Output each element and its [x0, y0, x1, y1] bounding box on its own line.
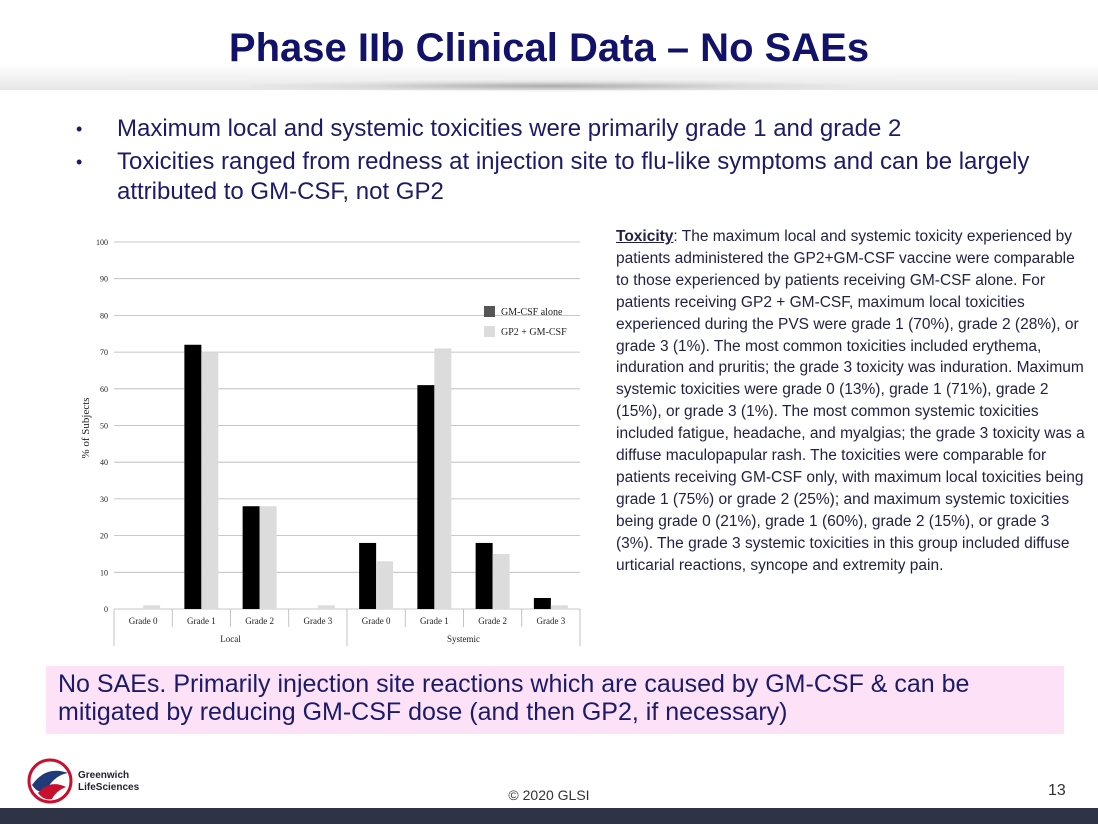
bar: [359, 543, 376, 609]
y-tick-label: 90: [100, 274, 108, 284]
footer-bar: [0, 808, 1098, 824]
x-tick-label: Grade 1: [420, 616, 449, 626]
bar: [551, 605, 568, 609]
x-tick-label: Grade 2: [245, 616, 274, 626]
page-number: 13: [1048, 782, 1066, 799]
bar: [434, 348, 451, 609]
bullet-text: Maximum local and systemic toxicities were primarily grade 1 and grade 2: [117, 115, 902, 142]
bar: [201, 352, 218, 609]
bar: [476, 543, 493, 609]
bullet-item: [76, 114, 1056, 144]
toxicity-body: : The maximum local and systemic toxicity experienced by patients administered the GP2+GM-CSF vaccine were comparable to those experienced by patients receiving GM-CSF alone. For patients receiving GP2 + GM-CSF, maximum local toxicities experienced during the PVS were grade 1 (70%), grade 2 (28%), or grade 3 (1%). The most common toxicities included erythema, induration and pruritis; the grade 3 toxicity was induration. Maximum systemic toxicities were grade 0 (13%), grade 1 (71%), grade 2 (15%), or grade 3 (1%). The most common systemic toxicities included fatigue, headache, and myalgias; the grade 3 toxicity was a diffuse maculopapular rash. The toxicities were comparable for patients receiving GM-CSF only, with maximum local toxicities being grade 1 (75%) or grade 2 (25%); and maximum systemic toxicities being grade 0 (21%), grade 1 (60%), grade 2 (15%), or grade 3 (3%). The grade 3 systemic toxicities in this group included diffuse urticarial reactions, syncope and extremity pain.: [616, 228, 1085, 574]
x-group-label: Systemic: [447, 634, 480, 644]
logo-line-1: Greenwich: [78, 770, 130, 781]
chart-svg: [70, 228, 590, 653]
y-axis-label: % of Subjects: [80, 397, 92, 459]
y-tick-label: 50: [100, 421, 108, 431]
bullet-marker: •: [76, 119, 83, 139]
y-tick-label: 0: [104, 605, 108, 614]
x-tick-label: Grade 2: [478, 616, 507, 626]
bullet-list: [76, 114, 1056, 210]
legend-swatch-gmcsf: [484, 306, 495, 317]
y-tick-label: 40: [100, 458, 108, 468]
toxicity-description: [616, 226, 1086, 577]
y-tick-label: 20: [100, 531, 108, 541]
y-tick-label: 30: [100, 494, 108, 504]
bar: [417, 385, 434, 609]
bullet-text: Toxicities ranged from redness at injection site to flu-like symptoms and can be largely attributed to GM-CSF, not GP2: [117, 148, 1030, 205]
copyright: © 2020 GLSI: [508, 787, 590, 803]
bar: [493, 554, 510, 609]
x-group-label: Local: [220, 634, 241, 644]
chart-grid: [114, 242, 580, 646]
legend-label-gmcsf: GM-CSF alone: [501, 307, 563, 318]
y-tick-label: 100: [96, 238, 108, 247]
x-group-labels: [220, 634, 480, 644]
toxicity-lead: Toxicity: [616, 228, 674, 245]
y-tick-label: 80: [100, 311, 108, 321]
logo-line-2: LifeSciences: [78, 782, 140, 793]
bar: [243, 506, 260, 609]
bar: [376, 561, 393, 609]
x-tick-label: Grade 3: [303, 616, 333, 626]
y-tick-label: 60: [100, 384, 108, 394]
x-tick-label: Grade 0: [128, 616, 158, 626]
no-sae-callout: No SAEs. Primarily injection site reactions which are caused by GM-CSF & can be mitigated by reducing GM-CSF dose (and then GP2, if necessary): [46, 666, 1064, 734]
x-tick-label: Grade 3: [536, 616, 566, 626]
x-tick-label: Grade 0: [361, 616, 391, 626]
legend-label-gp2: GP2 + GM-CSF: [501, 327, 567, 338]
bullet-marker: •: [76, 152, 83, 172]
slide-title: Phase IIb Clinical Data – No SAEs: [228, 26, 870, 70]
bar: [184, 345, 201, 609]
bar: [318, 605, 335, 609]
legend-swatch-gp2: [484, 326, 495, 337]
bar: [143, 605, 160, 609]
bar: [260, 506, 277, 609]
x-tick-label: Grade 1: [187, 616, 216, 626]
title-underline-shadow: [250, 80, 850, 92]
chart-bars: [143, 345, 568, 609]
bullet-item: [76, 147, 1056, 207]
toxicity-bar-chart: [70, 228, 590, 653]
y-tick-label: 70: [100, 348, 108, 358]
bar: [534, 598, 551, 609]
y-tick-labels: [96, 238, 108, 614]
y-tick-label: 10: [100, 568, 108, 578]
chart-legend: [484, 306, 567, 338]
